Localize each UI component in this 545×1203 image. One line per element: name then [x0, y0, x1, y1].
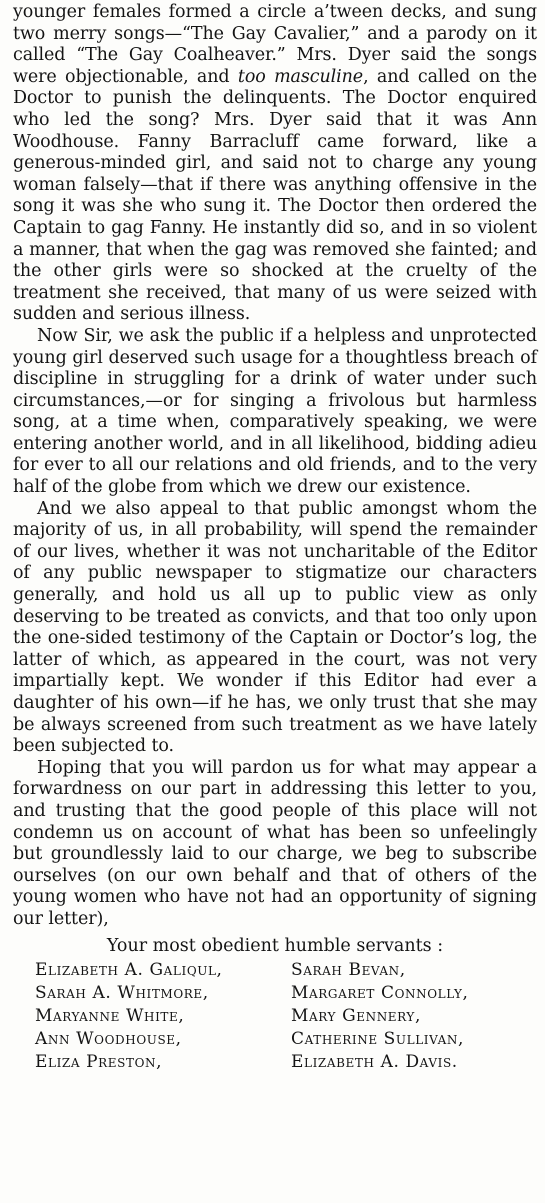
letter-paragraph-1: [13, 2, 537, 326]
signature-left-5: Eliza Preston,: [35, 1051, 163, 1072]
signature-left-3: Maryanne White,: [35, 1005, 185, 1026]
letter-paragraph-4: [13, 758, 537, 931]
paragraph-1-text-b: , and called on the Doctor to punish the delinquents. The Doctor enquired who led the song? Mrs. Dyer said that it was Ann Woodhouse. Fanny Barracluff came forward, like a generous-minded girl, and said not to charge any young woman falsely—that if there was anything offensive in the song it was she who sung it. The Doctor then ordered the Captain to gag Fanny. He instantly did so, and in so violent a manner, that when the gag was removed she fainted; and the other girls were so shocked at the cruelty of the treatment she received, that many of us were seized with sudden and serious illness.: [13, 66, 537, 325]
signature-right-1: Sarah Bevan,: [291, 959, 406, 980]
letter-body: [13, 2, 537, 931]
signature-right-2: Margaret Connolly,: [291, 982, 469, 1003]
paragraph-2-text: Now Sir, we ask the public if a helpless and unprotected young girl deserved such usage for a thoughtless breach of discipline in struggling for a drink of water under such circumstances,—or for singing a frivolous but harmless song, at a time when, comparatively speaking, we were entering another world, and in all likelihood, bidding adieu for ever to all our relations and old friends, and to the very half of the globe from which we drew our existence.: [13, 325, 537, 498]
signature-left-2: Sarah A. Whitmore,: [35, 982, 209, 1003]
paragraph-1-text-a: younger females formed a circle a’tween decks, and sung two merry songs—“The Gay Cavalier,” and a parody on it called “The Gay Coalheaver.” Mrs. Dyer said the songs were objectionable, and: [13, 2, 537, 87]
paragraph-1-italic-phrase: too masculine: [237, 66, 364, 87]
signature-right-5: Elizabeth A. Davis.: [291, 1051, 458, 1072]
letter-paragraph-2: [13, 326, 537, 499]
closing-salutation: Your most obedient humble servants :: [106, 935, 444, 956]
signature-left-1: Elizabeth A. Galiqul,: [35, 959, 223, 980]
signature-right-3: Mary Gennery,: [291, 1005, 421, 1026]
paragraph-4-text: Hoping that you will pardon us for what may appear a forwardness on our part in addressing this letter to you, and trusting that the good people of this place will not condemn us on account of what has been so unfeelingly but groundlessly laid to our charge, we beg to subscribe ourselves (on our own behalf and that of others of the young women who have not had an opportunity of signing our letter),: [13, 757, 537, 929]
letter-paragraph-3: [13, 499, 537, 758]
paragraph-3-text: And we also appeal to that public amongst whom the majority of us, in all probability, will spend the remainder of our lives, whether it was not uncharitable of the Editor of any public newspaper to stigmatize our characters generally, and hold us all up to public view as only deserving to be treated as convicts, and that too only upon the one-sided testimony of the Captain or Doctor’s log, the latter of which, as appeared in the court, was not very impartially kept. We wonder if this Editor had ever a daughter of his own—if he has, we only trust that she may be always screened from such treatment as we have lately been subjected to.: [13, 498, 537, 757]
signature-block: [13, 959, 537, 1074]
signature-left-4: Ann Woodhouse,: [35, 1028, 182, 1049]
signature-right-4: Catherine Sullivan,: [291, 1028, 464, 1049]
